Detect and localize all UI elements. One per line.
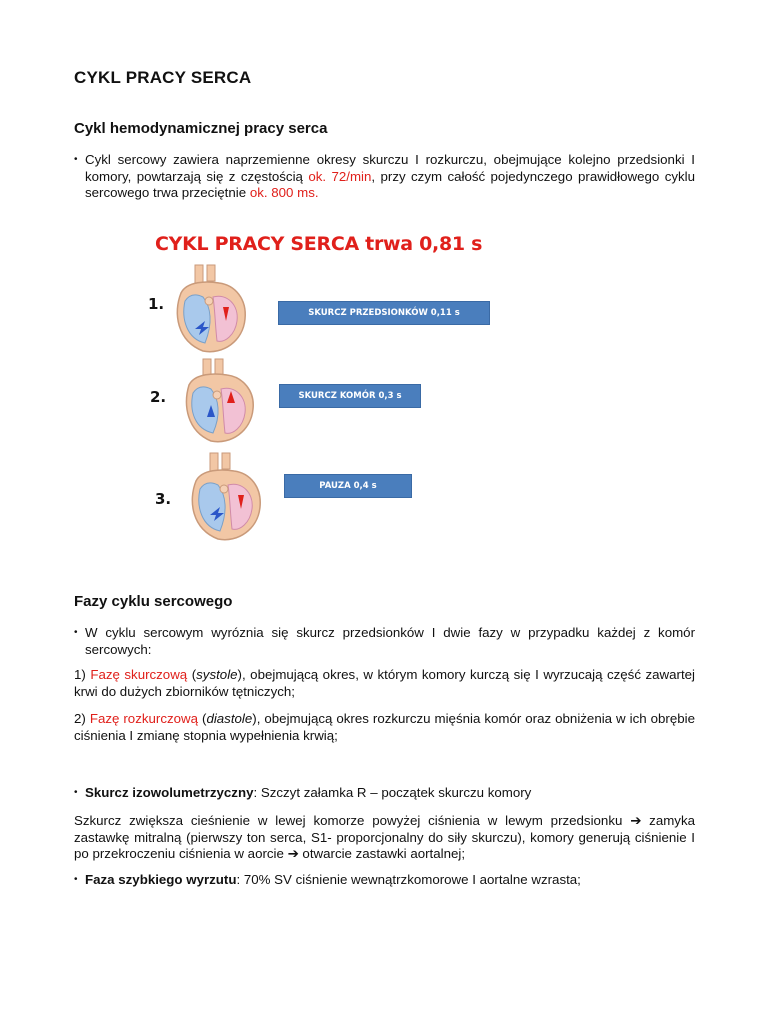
text-span: : Szczyt załamka R – początek skurczu komory: [253, 785, 532, 800]
text-span: (: [198, 711, 207, 726]
phase-box-pause: PAUZA 0,4 s: [284, 474, 412, 498]
highlight-duration: ok. 800 ms.: [249, 185, 319, 200]
highlight-systole: Fazę skurczową: [90, 667, 188, 682]
heart-pause-icon: [188, 451, 264, 543]
step-number: 2.: [150, 388, 167, 406]
section-heading-phases: Fazy cyklu sercowego: [74, 593, 233, 610]
step-number: 1.: [148, 295, 165, 313]
text-span: ), obejmującą okres, w którym komory kurczą się I wyrzucają część zawartej krwi do dużych zbiorników tętniczych;: [74, 667, 695, 699]
list-item: [74, 872, 695, 889]
term-isovolumetric: Skurcz izowolumetrzyczny: [85, 785, 254, 800]
bullet-text: W cyklu sercowym wyróznia się skurcz przedsionków I dwie fazy w przypadku każdej z komór sercowych:: [85, 625, 695, 657]
text-span: Cykl sercowy zawiera naprzemienne okresy skurczu I rozkurczu, obejmujące kolejno przedsionki I komory, powtarzają się z częstością: [85, 152, 695, 184]
paragraph-contraction: Szkurcz zwiększa cieśnienie w lewej komorze powyżej ciśnienia w lewym przedsionku ➔ zamyka zastawkę mitralną (pierwszy ton serca, S1- proporcjonalny do siły skurczu), komory generują ciśnienie I po przekroczeniu ciśnienia w aorcie ➔ otwarcie zastawki aortalnej;: [74, 813, 695, 861]
list-item: [74, 625, 695, 658]
text-span: 2): [74, 711, 90, 726]
text-span: 1): [74, 667, 91, 682]
section-heading-hemodynamic: Cykl hemodynamicznej pracy serca: [74, 120, 328, 137]
bullet-icon: •: [74, 627, 78, 638]
bullet-icon: •: [74, 787, 78, 798]
bullet-icon: •: [74, 874, 78, 885]
heart-atrial-systole-icon: [173, 263, 249, 355]
phase-item-systole: [74, 667, 695, 700]
highlight-diastole: Fazę rozkurczową: [89, 711, 199, 726]
step-number: 3.: [155, 490, 172, 508]
text-span: : 70% SV ciśnienie wewnątrzkomorowe I aortalne wzrasta;: [236, 872, 581, 887]
text-span: (: [187, 667, 197, 682]
heart-ventricular-systole-icon: [183, 357, 257, 445]
phase-item-diastole: [74, 711, 695, 744]
text-span: , przy czym całość pojedynczego prawidłowego cyklu sercowego trwa przeciętnie: [85, 168, 696, 200]
phase-box-ventricular-systole: SKURCZ KOMÓR 0,3 s: [279, 384, 421, 408]
term-diastole: diastole: [206, 711, 253, 726]
bullet-text: [85, 872, 695, 889]
highlight-frequency: ok. 72/min: [308, 168, 372, 184]
phase-box-atrial-systole: SKURCZ PRZEDSIONKÓW 0,11 s: [278, 301, 490, 325]
bullet-text: [85, 152, 695, 202]
cardiac-cycle-figure: [145, 225, 490, 550]
term-systole: systole: [196, 667, 238, 682]
bullet-icon: •: [74, 154, 78, 165]
list-item: [74, 785, 695, 802]
page-title: CYKL PRACY SERCA: [74, 68, 252, 87]
text-span: ), obejmującą okres rozkurczu mięśnia komór oraz obniżenia w ich obrębie ciśnienia I zmianę stopnia wypełnienia krwią;: [74, 711, 695, 743]
figure-title: CYKL PRACY SERCA trwa 0,81 s: [155, 233, 483, 255]
bullet-text: [85, 785, 695, 802]
term-rapid-ejection: Faza szybkiego wyrzutu: [85, 872, 237, 887]
list-item: [74, 152, 695, 202]
